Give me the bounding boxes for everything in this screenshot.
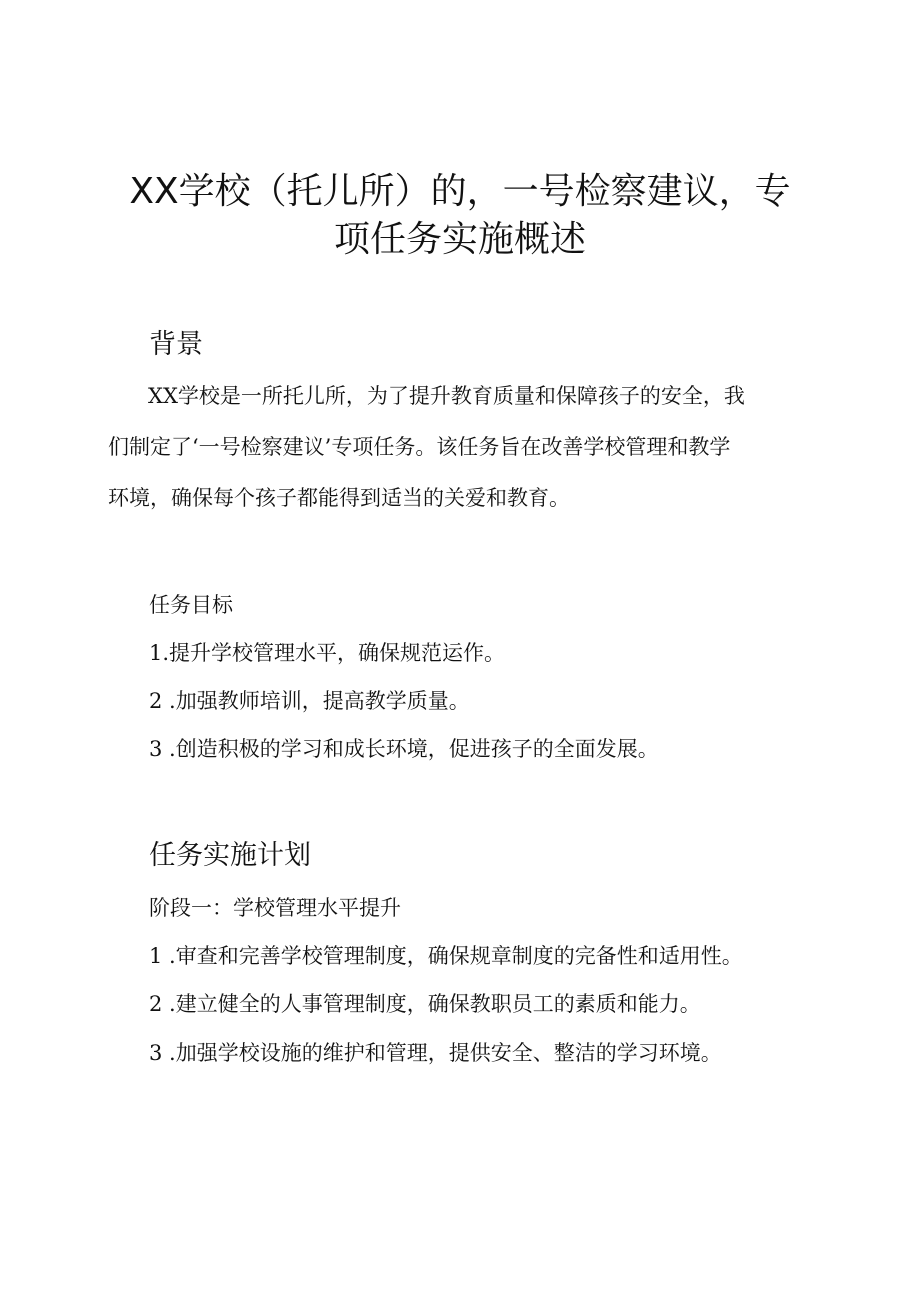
stage1-heading: 阶段一：学校管理水平提升 xyxy=(149,896,401,920)
goals-heading: 任务目标 xyxy=(149,593,233,617)
title-line-1: XX学校（托儿所）的，一号检察建议，专 xyxy=(129,171,791,212)
title-line-2: 项任务实施概述 xyxy=(333,219,586,260)
plan-heading: 任务实施计划 xyxy=(149,840,311,871)
background-heading: 背景 xyxy=(149,329,203,360)
background-line-2: 们制定了‘一号检察建议’专项任务。该任务旨在改善学校管理和教学 xyxy=(108,435,731,459)
stage1-item-2: 2 .建立健全的人事管理制度，确保教职员工的素质和能力。 xyxy=(149,992,701,1016)
goal-item-2: 2 .加强教师培训，提高教学质量。 xyxy=(149,689,470,713)
goal-item-3: 3 .创造积极的学习和成长环境，促进孩子的全面发展。 xyxy=(149,737,659,761)
background-line-3: 环境，确保每个孩子都能得到适当的关爱和教育。 xyxy=(108,486,570,510)
stage1-item-1: 1 .审查和完善学校管理制度，确保规章制度的完备性和适用性。 xyxy=(149,944,743,968)
background-line-1: XX学校是一所托儿所，为了提升教育质量和保障孩子的安全，我 xyxy=(148,384,745,408)
background-paragraph xyxy=(108,371,816,524)
goal-item-1: 1.提升学校管理水平，确保规范运作。 xyxy=(149,641,506,665)
page-title xyxy=(110,168,810,264)
stage1-item-3: 3 .加强学校设施的维护和管理，提供安全、整洁的学习环境。 xyxy=(149,1041,722,1065)
